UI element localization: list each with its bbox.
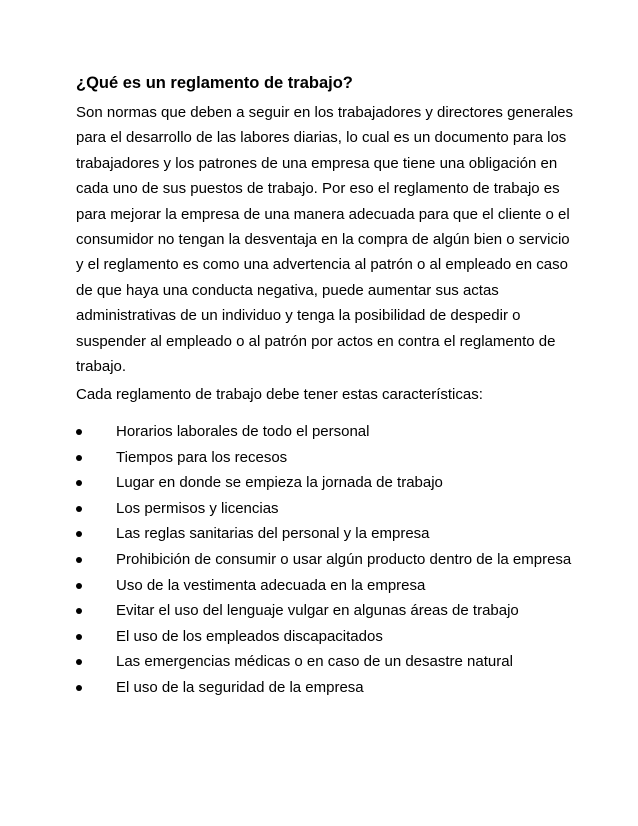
list-item-text: Prohibición de consumir o usar algún producto dentro de la empresa (116, 550, 572, 568)
paragraph-line: de que haya una conducta negativa, puede aumentar sus actas (76, 281, 499, 299)
paragraph-line: para mejorar la empresa de una manera adecuada para que el cliente o el (76, 205, 570, 223)
bullet-icon (76, 583, 82, 589)
list-item-text: Las reglas sanitarias del personal y la empresa (116, 525, 430, 543)
body-paragraph (76, 100, 576, 379)
list-item-text: El uso de la seguridad de la empresa (116, 678, 364, 696)
bullet-icon (76, 480, 82, 486)
bullet-icon (76, 608, 82, 614)
bullet-icon (76, 557, 82, 563)
list-item-text: Los permisos y licencias (116, 499, 279, 517)
bullet-icon (76, 506, 82, 512)
paragraph-line: y el reglamento es como una advertencia al patrón o al empleado en caso (76, 256, 568, 274)
bullet-icon (76, 531, 82, 537)
list-item-text: Lugar en donde se empieza la jornada de trabajo (116, 474, 443, 492)
list-item-text: Las emergencias médicas o en caso de un desastre natural (116, 653, 513, 671)
bullet-icon (76, 455, 82, 461)
paragraph-line: suspender al empleado o al patrón por actos en contra el reglamento de (76, 332, 556, 350)
bullet-icon (76, 429, 82, 435)
bullet-icon (76, 634, 82, 640)
list-item-text: Evitar el uso del lenguaje vulgar en algunas áreas de trabajo (116, 602, 519, 620)
paragraph-line: trabajadores y los patrones de una empresa que tiene una obligación en (76, 154, 558, 172)
list-item-text: El uso de los empleados discapacitados (116, 627, 383, 645)
bullet-icon (76, 659, 82, 665)
paragraph-line: cada uno de sus puestos de trabajo. Por eso el reglamento de trabajo es (76, 180, 560, 198)
paragraph-line: trabajo. (76, 357, 127, 375)
paragraph-line: consumidor no tengan la desventaja en la compra de algún bien o servicio (76, 230, 570, 248)
list-item-text: Horarios laborales de todo el personal (116, 423, 370, 440)
list-item-text: Tiempos para los recesos (116, 448, 288, 466)
list-intro: Cada reglamento de trabajo debe tener estas características: (76, 386, 483, 403)
bullet-icon (76, 685, 82, 691)
paragraph-line: para el desarrollo de las labores diarias, lo cual es un documento para los (76, 129, 567, 147)
list-item-text: Uso de la vestimenta adecuada en la empresa (116, 576, 426, 594)
document-heading: ¿Qué es un reglamento de trabajo? (76, 74, 353, 92)
paragraph-line: Son normas que deben a seguir en los trabajadores y directores generales (76, 104, 573, 121)
paragraph-line: administrativas de un individuo y tenga la posibilidad de despedir o (76, 307, 521, 325)
